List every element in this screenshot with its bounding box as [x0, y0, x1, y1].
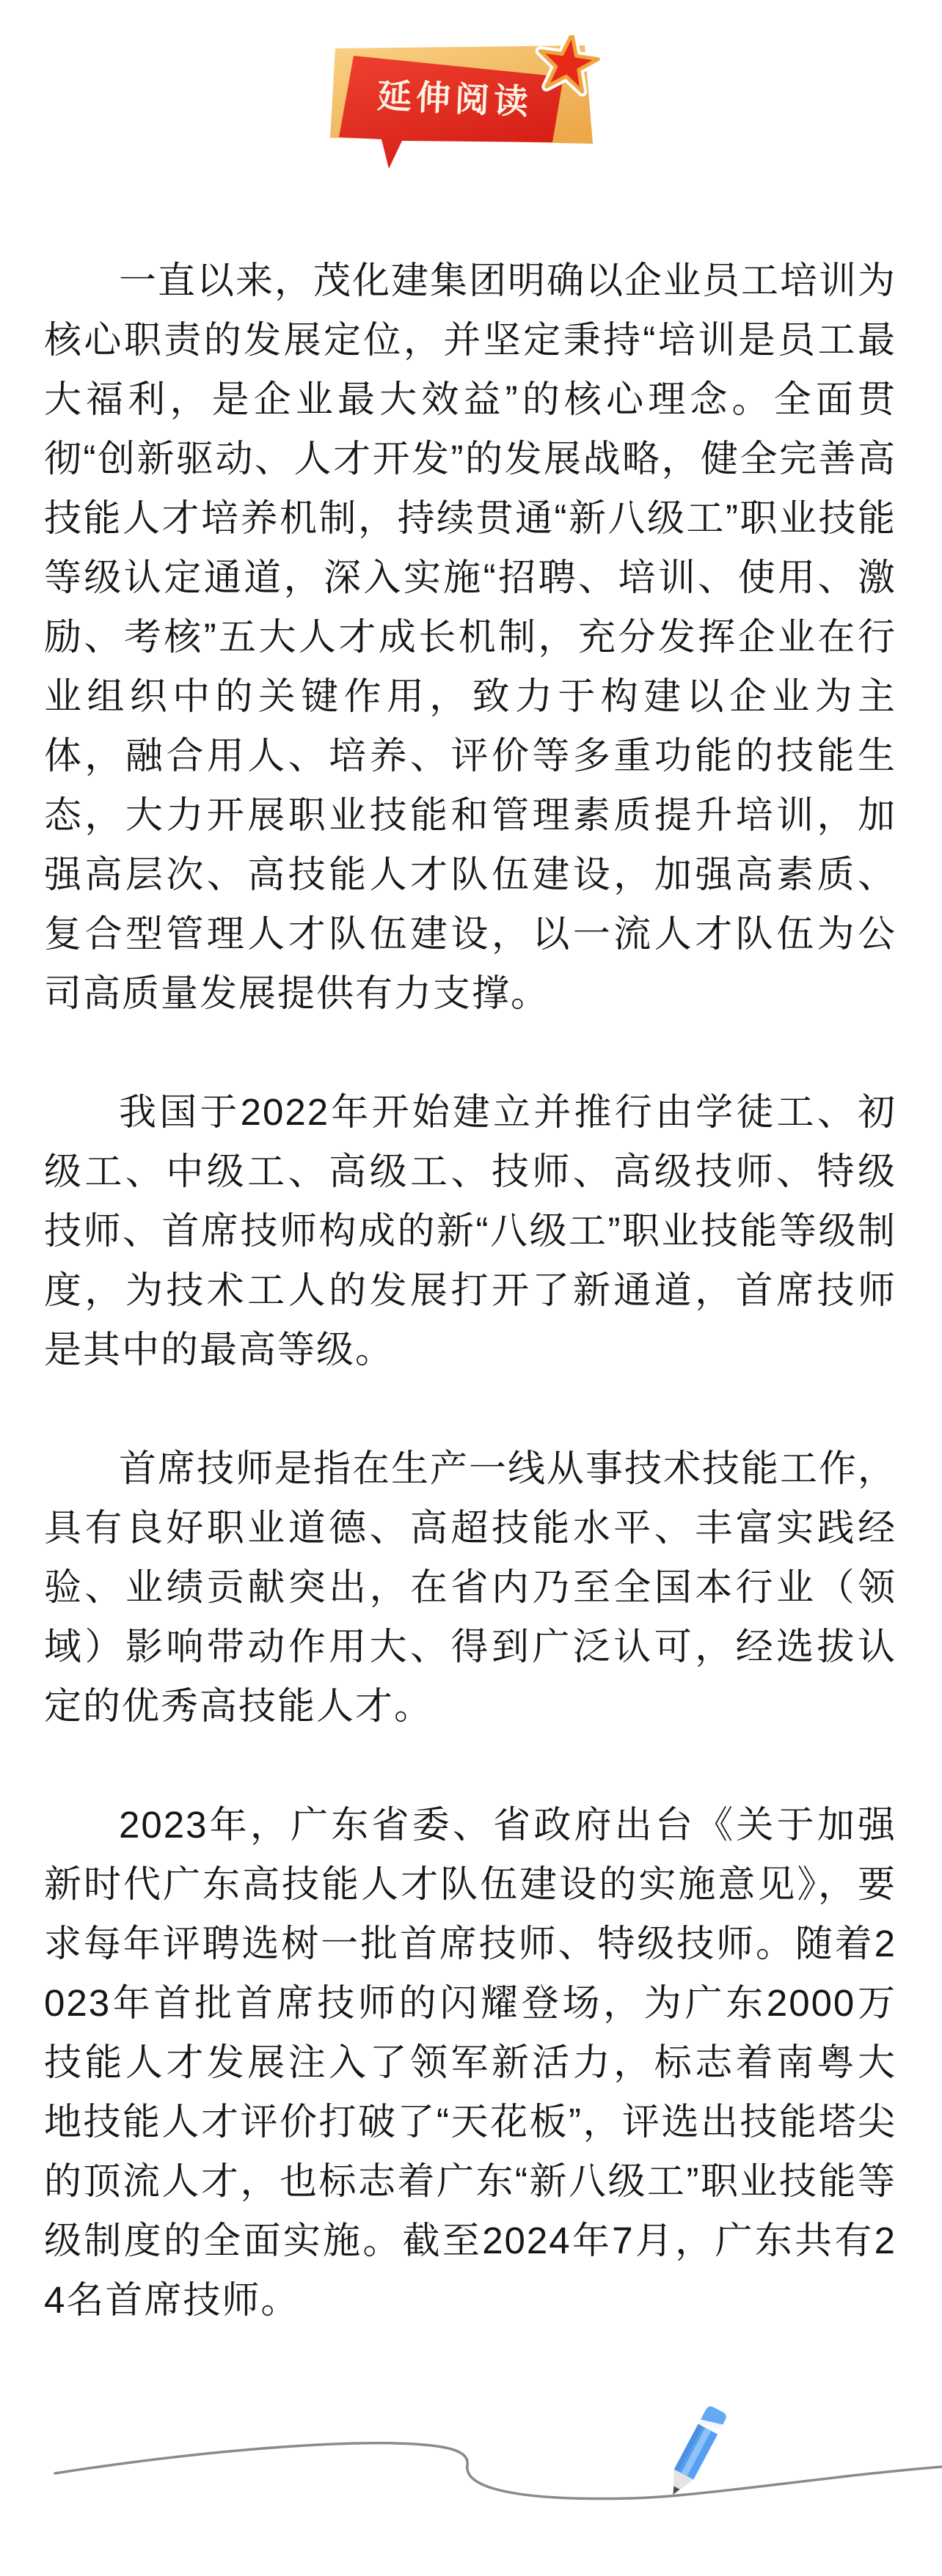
paragraph-1: 一直以来，茂化建集团明确以企业员工培训为核心职责的发展定位，并坚定秉持“培训是员工最大福利，是企业最大效益”的核心理念。全面贯彻“创新驱动、人才开发”的发展战略，健全完善高技能人才培养机制，持续贯通“新八级工”职业技能等级认定通道，深入实施“招聘、培训、使用、激励、考核”五大人才成长机制，充分发挥企业在行业组织中的关键作用，致力于构建以企业为主体，融合用人、培养、评价等多重功能的技能生态，大力开展职业技能和管理素质提升培训，加强高层次、高技能人才队伍建设，加强高素质、复合型管理人才队伍建设，以一流人才队伍为公司高质量发展提供有力支撑。 — [44, 260, 897, 1014]
squiggle-line — [55, 2443, 942, 2499]
paragraph-2: 我国于2022年开始建立并推行由学徒工、初级工、中级工、高级工、技师、高级技师、特级技师、首席技师构成的新“八级工”职业技能等级制度，为技术工人的发展打开了新通道，首席技师是其中的最高等级。 — [44, 1091, 897, 1370]
reading-banner — [308, 35, 609, 182]
paragraph-3: 首席技师是指在生产一线从事技术技能工作，具有良好职业道德、高超技能水平、丰富实践经验、业绩贡献突出，在省内乃至全国本行业（领域）影响带动作用大、得到广泛认可，经选拔认定的优秀高技能人才。 — [44, 1447, 897, 1727]
paragraph-4: 2023年，广东省委、省政府出台《关于加强新时代广东高技能人才队伍建设的实施意见》，要求每年评聘选树一批首席技师、特级技师。随着2023年首批首席技师的闪耀登场，为广东2000万技能人才发展注入了领军新活力，标志着南粤大地技能人才评价打破了“天花板”，评选出技能塔尖的顶流人才，也标志着广东“新八级工”职业技能等级制度的全面实施。截至2024年7月，广东共有24名首席技师。 — [44, 1804, 897, 2321]
pencil-icon — [663, 2404, 728, 2500]
article-body — [0, 182, 942, 2330]
footer-flourish — [0, 2356, 942, 2576]
banner-label: 延伸阅读 — [376, 76, 534, 122]
